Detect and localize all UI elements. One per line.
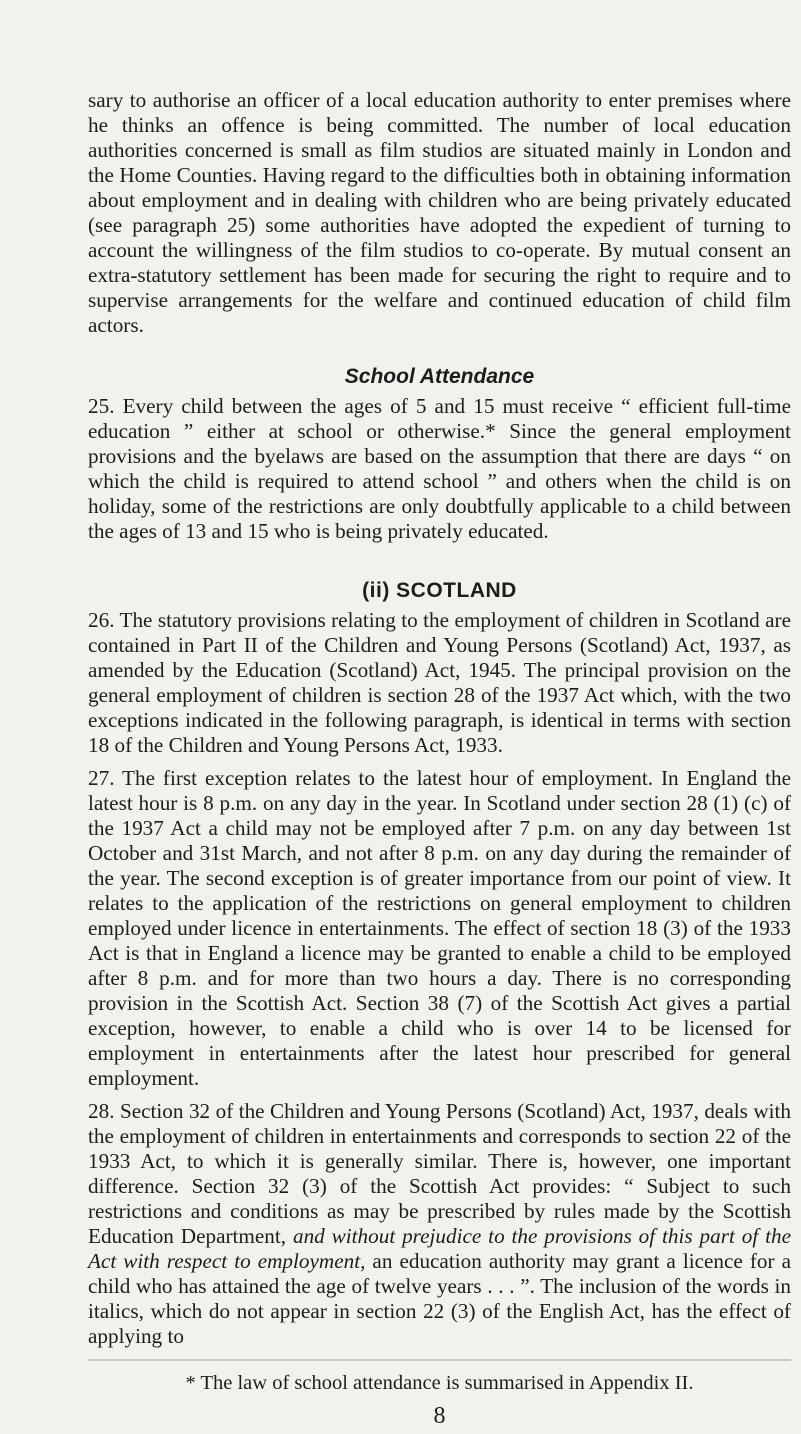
paragraph-gap: [88, 1091, 791, 1099]
paragraph-27: 27. The first exception relates to the latest hour of employment. In England the latest hour is 8 p.m. on any day in the year. In Scotland under section 28 (1) (c) of the 1937 Act a child may not be employed after 7 p.m. on any day between 1st October and 31st March, and not after 8 p.m. on any day during the remainder of the year. The second exception is of greater importance from our point of view. It relates to the application of the restrictions on general employment to children employed under licence in entertainments. The effect of section 18 (3) of the 1933 Act is that in England a licence may be granted to enable a child to be employed after 8 p.m. and for more than two hours a day. There is no corresponding provision in the Scottish Act. Section 38 (7) of the Scottish Act gives a partial exception, however, to enable a child who is over 14 to be licensed for employment in entertainments after the latest hour prescribed for general employment.: [88, 766, 791, 1090]
page-number: 8: [433, 1403, 446, 1429]
paragraph-28-italic-text: and without prejudice to the provisions of this part of the Act with respect to employment,: [88, 1224, 791, 1273]
paragraph-26: 26. The statutory provisions relating to the employment of children in Scotland are contained in Part II of the Children and Young Persons (Scotland) Act, 1937, as amended by the Education (Scotland) Act, 1945. The principal provision on the general employment of children is section 28 of the 1937 Act which, with the two exceptions indicated in the following paragraph, is identical in terms with section 18 of the Children and Young Persons Act, 1933.: [88, 608, 791, 757]
paragraph-intro: sary to authorise an officer of a local education authority to enter premises where he thinks an offence is being committed. The number of local education authorities concerned is small as film studios are situated mainly in London and the Home Counties. Having regard to the difficulties both in obtaining information about employment and in dealing with children who are being privately educated (see paragraph 25) some authorities have adopted the expedient of turning to account the willingness of the film studios to co-operate. By mutual consent an extra-statutory settlement has been made for securing the right to require and to supervise arrangements for the welfare and continued education of child film actors.: [88, 88, 791, 337]
paragraph-25: 25. Every child between the ages of 5 and 15 must receive “ efficient full-time education ” either at school or otherwise.* Since the general employment provisions and the byelaws are based on the assumption that there are days “ on which the child is required to attend school ” and others when the child is on holiday, some of the restrictions are only doubtfully applicable to a child between the ages of 13 and 15 who is being privately educated.: [88, 394, 791, 543]
paragraph-28-text-end: an education authority may grant a licence for a child who has attained the age of twelve years . . . ”. The inclusion of the words in italics, which do not appear in section 22 (3) of the English Act, has the effect of applying to: [88, 1249, 791, 1348]
footnote: * The law of school attendance is summarised in Appendix II.: [185, 1372, 694, 1394]
footnote-divider: [88, 1359, 791, 1361]
heading-school-attendance: School Attendance: [344, 365, 535, 388]
paragraph-gap: [88, 758, 791, 766]
paragraph-28-text-start: 28. Section 32 of the Children and Young Persons (Scotland) Act, 1937, deals with the employment of children in entertainments and corresponds to section 22 of the 1933 Act, to which it is generally similar. There is, however, one important difference. Section 32 (3) of the Scottish Act provides: “ Subject to such restrictions and conditions as may be prescribed by rules made by the Scottish Education Department,: [88, 1099, 791, 1248]
heading-scotland: (ii) SCOTLAND: [362, 579, 517, 602]
paragraph-28: [88, 1099, 791, 1349]
